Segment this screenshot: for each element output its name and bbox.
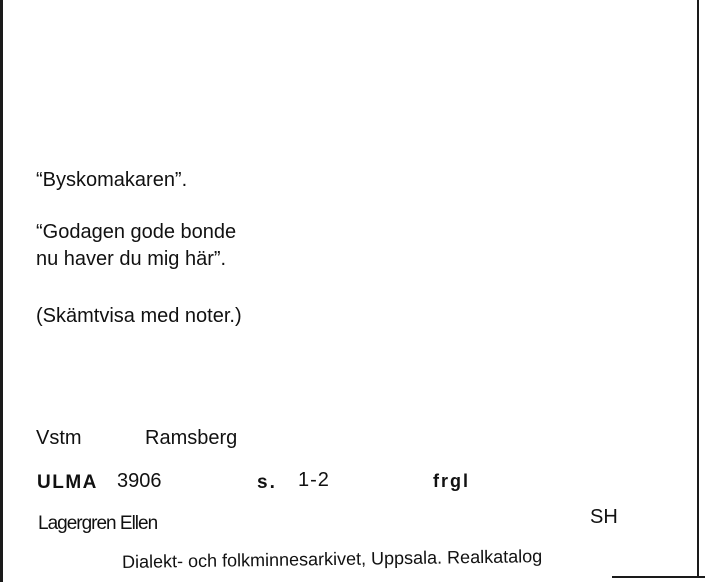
recorder-initials: SH [590, 506, 618, 528]
verse-line-2: nu haver du mig här”. [36, 248, 227, 270]
archive-code: ULMA [37, 472, 98, 493]
accession-number: 3906 [117, 470, 162, 492]
card-right-edge [697, 0, 699, 576]
card-bottom-edge [612, 576, 705, 578]
song-title: “Byskomakaren”. [36, 169, 188, 191]
verse-line-1: “Godagen gode bonde [36, 221, 237, 243]
page-range: 1-2 [298, 469, 330, 491]
category-code: frgl [433, 471, 470, 491]
region: Vstm [36, 427, 82, 449]
place: Ramsberg [145, 427, 238, 449]
song-note: (Skämtvisa med noter.) [36, 305, 242, 327]
card-left-edge [0, 0, 3, 582]
collector-name: Lagergren Ellen [38, 513, 158, 534]
archive-footer: Dialekt- och folkminnesarkivet, Uppsala. Realkatalog [121, 546, 543, 572]
page-label: s. [257, 472, 277, 493]
